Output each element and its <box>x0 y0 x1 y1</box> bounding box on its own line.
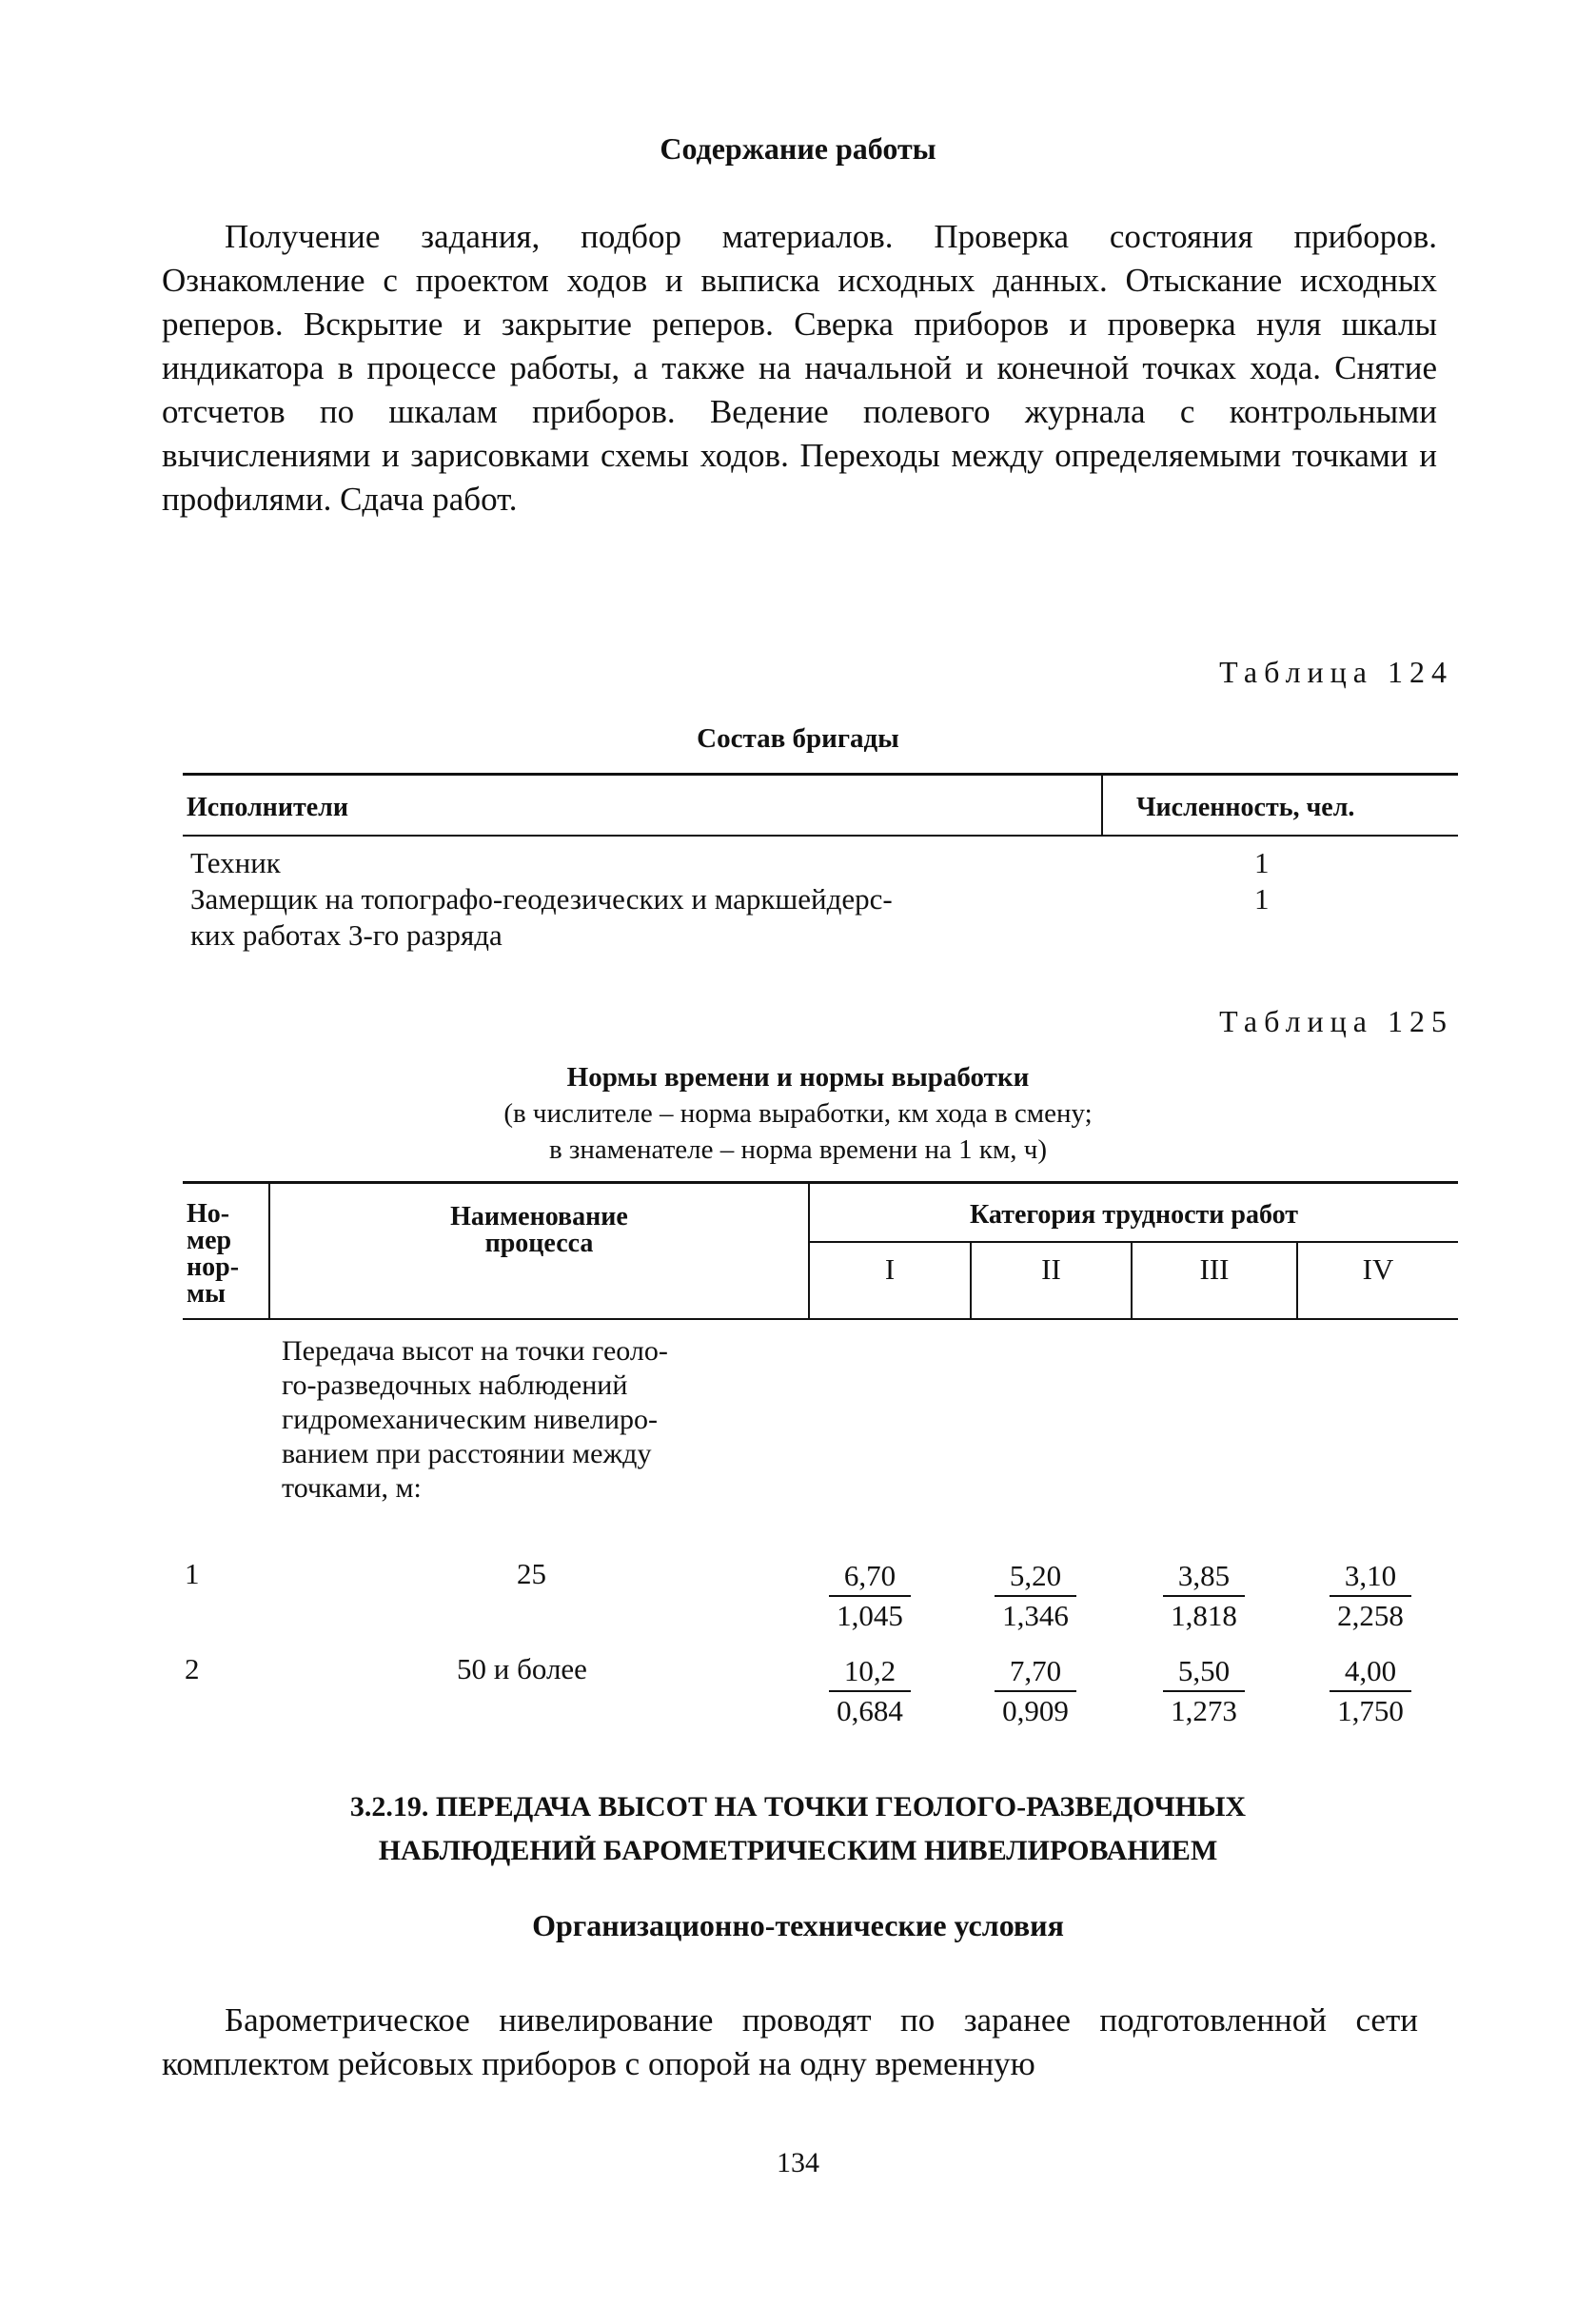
table-125-title <box>0 1059 1596 1168</box>
table-124-label: Таблица 124 <box>1219 655 1453 689</box>
row-2-category-iv-value: $\frac{4,00}{1,750}$ <box>1318 1652 1423 1730</box>
table-125-label: Таблица 125 <box>1219 1004 1453 1038</box>
table-125-header-process <box>270 1204 808 1257</box>
process-header-line-2: процесса <box>484 1229 594 1258</box>
table-row-2-distance: 50 и более <box>457 1652 587 1685</box>
table-row-2-number: 2 <box>185 1652 200 1685</box>
table-125-title-line-2: (в числителе – норма выработки, км хода в смену; <box>503 1098 1093 1129</box>
row-1-category-ii-value: $\frac{5,20}{1,346}$ <box>983 1557 1088 1635</box>
description-line-2: го-разведочных наблюдений <box>282 1369 628 1401</box>
section-title-line-1: 3.2.19. ПЕРЕДАЧА ВЫСОТ НА ТОЧКИ ГЕОЛОГО-РАЗВЕДОЧНЫХ <box>349 1791 1247 1822</box>
row-1-category-iii-value: $\frac{3,85}{1,818}$ <box>1152 1557 1256 1635</box>
category-iv: IV <box>1362 1252 1394 1286</box>
row-2-category-ii-value: $\frac{7,70}{0,909}$ <box>983 1652 1088 1730</box>
table-125-header-norm-number <box>187 1201 239 1308</box>
table-124-column-divider <box>1101 776 1103 835</box>
table-124-title: Состав бригады <box>697 723 899 754</box>
work-content-heading: Содержание работы <box>660 131 936 166</box>
table-124-header-count: Численность, чел. <box>1136 793 1355 822</box>
table-125-title-line-3: в знаменателе – норма времени на 1 км, ч) <box>548 1134 1048 1165</box>
page-number: 134 <box>777 2147 819 2178</box>
norm-number-line-4: мы <box>187 1279 226 1309</box>
table-124-row-2-count: 1 <box>1254 882 1270 916</box>
table-124-row-2-role: Замерщик на топографо-геодезических и маркшейдерс- <box>190 882 893 916</box>
section-title-line-2: НАБЛЮДЕНИЙ БАРОМЕТРИЧЕСКИМ НИВЕЛИРОВАНИЕМ <box>378 1835 1218 1866</box>
table-124-top-rule <box>183 773 1458 776</box>
table-row-1-distance: 25 <box>517 1557 546 1590</box>
table-125-top-rule <box>183 1181 1458 1184</box>
norm-number-line-1: Но- <box>187 1199 230 1229</box>
description-line-3: гидромеханическим нивелиро- <box>282 1404 658 1435</box>
table-124-row-2-role-cont: ких работах 3-го разряда <box>190 918 502 952</box>
category-ii: II <box>1041 1252 1061 1286</box>
table-124-row-1-count: 1 <box>1254 846 1270 879</box>
table-125-title-line-1: Нормы времени и нормы выработки <box>566 1062 1030 1093</box>
process-header-line-1: Наименование <box>450 1202 628 1231</box>
category-i: I <box>884 1252 896 1286</box>
table-row-1-number: 1 <box>185 1557 200 1590</box>
description-line-5: точками, м: <box>282 1472 422 1504</box>
table-125-process-description <box>282 1334 668 1506</box>
work-content-paragraph: Получение задания, подбор материалов. Проверка состояния приборов. Ознакомление с проектом ходов и выписка исходных данных. Отыскание исходных реперов. Вскрытие и закрытие реперов. Сверка приборов и проверка нуля шкалы индикатора в процессе работы, а также на начальной и конечной точках хода. Снятие отсчетов по шкалам приборов. Ведение полевого журнала с контрольными вычислениями и зарисовками схемы ходов. Переходы между определяемыми точками и профилями. Сдача работ. <box>162 218 1437 518</box>
row-1-category-iv-value: $\frac{3,10}{2,258}$ <box>1318 1557 1423 1635</box>
description-line-4: ванием при расстоянии между <box>282 1438 652 1469</box>
section-title <box>0 1785 1596 1873</box>
table-124-header-rule <box>183 835 1458 837</box>
norm-number-line-3: нор- <box>187 1252 240 1282</box>
table-125-header-rule <box>183 1318 1458 1320</box>
conditions-paragraph: Барометрическое нивелирование проводят по заранее подготовленной сети комплектом рейсовых приборов с опорой на одну временную <box>162 2001 1418 2082</box>
category-iii: III <box>1199 1252 1230 1286</box>
table-124-header-performers: Исполнители <box>187 793 348 822</box>
row-2-category-i-value: $\frac{10,2}{0,684}$ <box>818 1652 922 1730</box>
norm-number-line-2: мер <box>187 1226 232 1255</box>
row-2-category-iii-value: $\frac{5,50}{1,273}$ <box>1152 1652 1256 1730</box>
description-line-1: Передача высот на точки геоло- <box>282 1335 668 1367</box>
conditions-heading: Организационно-технические условия <box>532 1908 1064 1942</box>
table-125-category-rule <box>808 1241 1458 1243</box>
row-1-category-i-value: $\frac{6,70}{1,045}$ <box>818 1557 922 1635</box>
table-125-header-category: Категория трудности работ <box>970 1200 1298 1230</box>
table-124-row-1-role: Техник <box>190 846 281 879</box>
